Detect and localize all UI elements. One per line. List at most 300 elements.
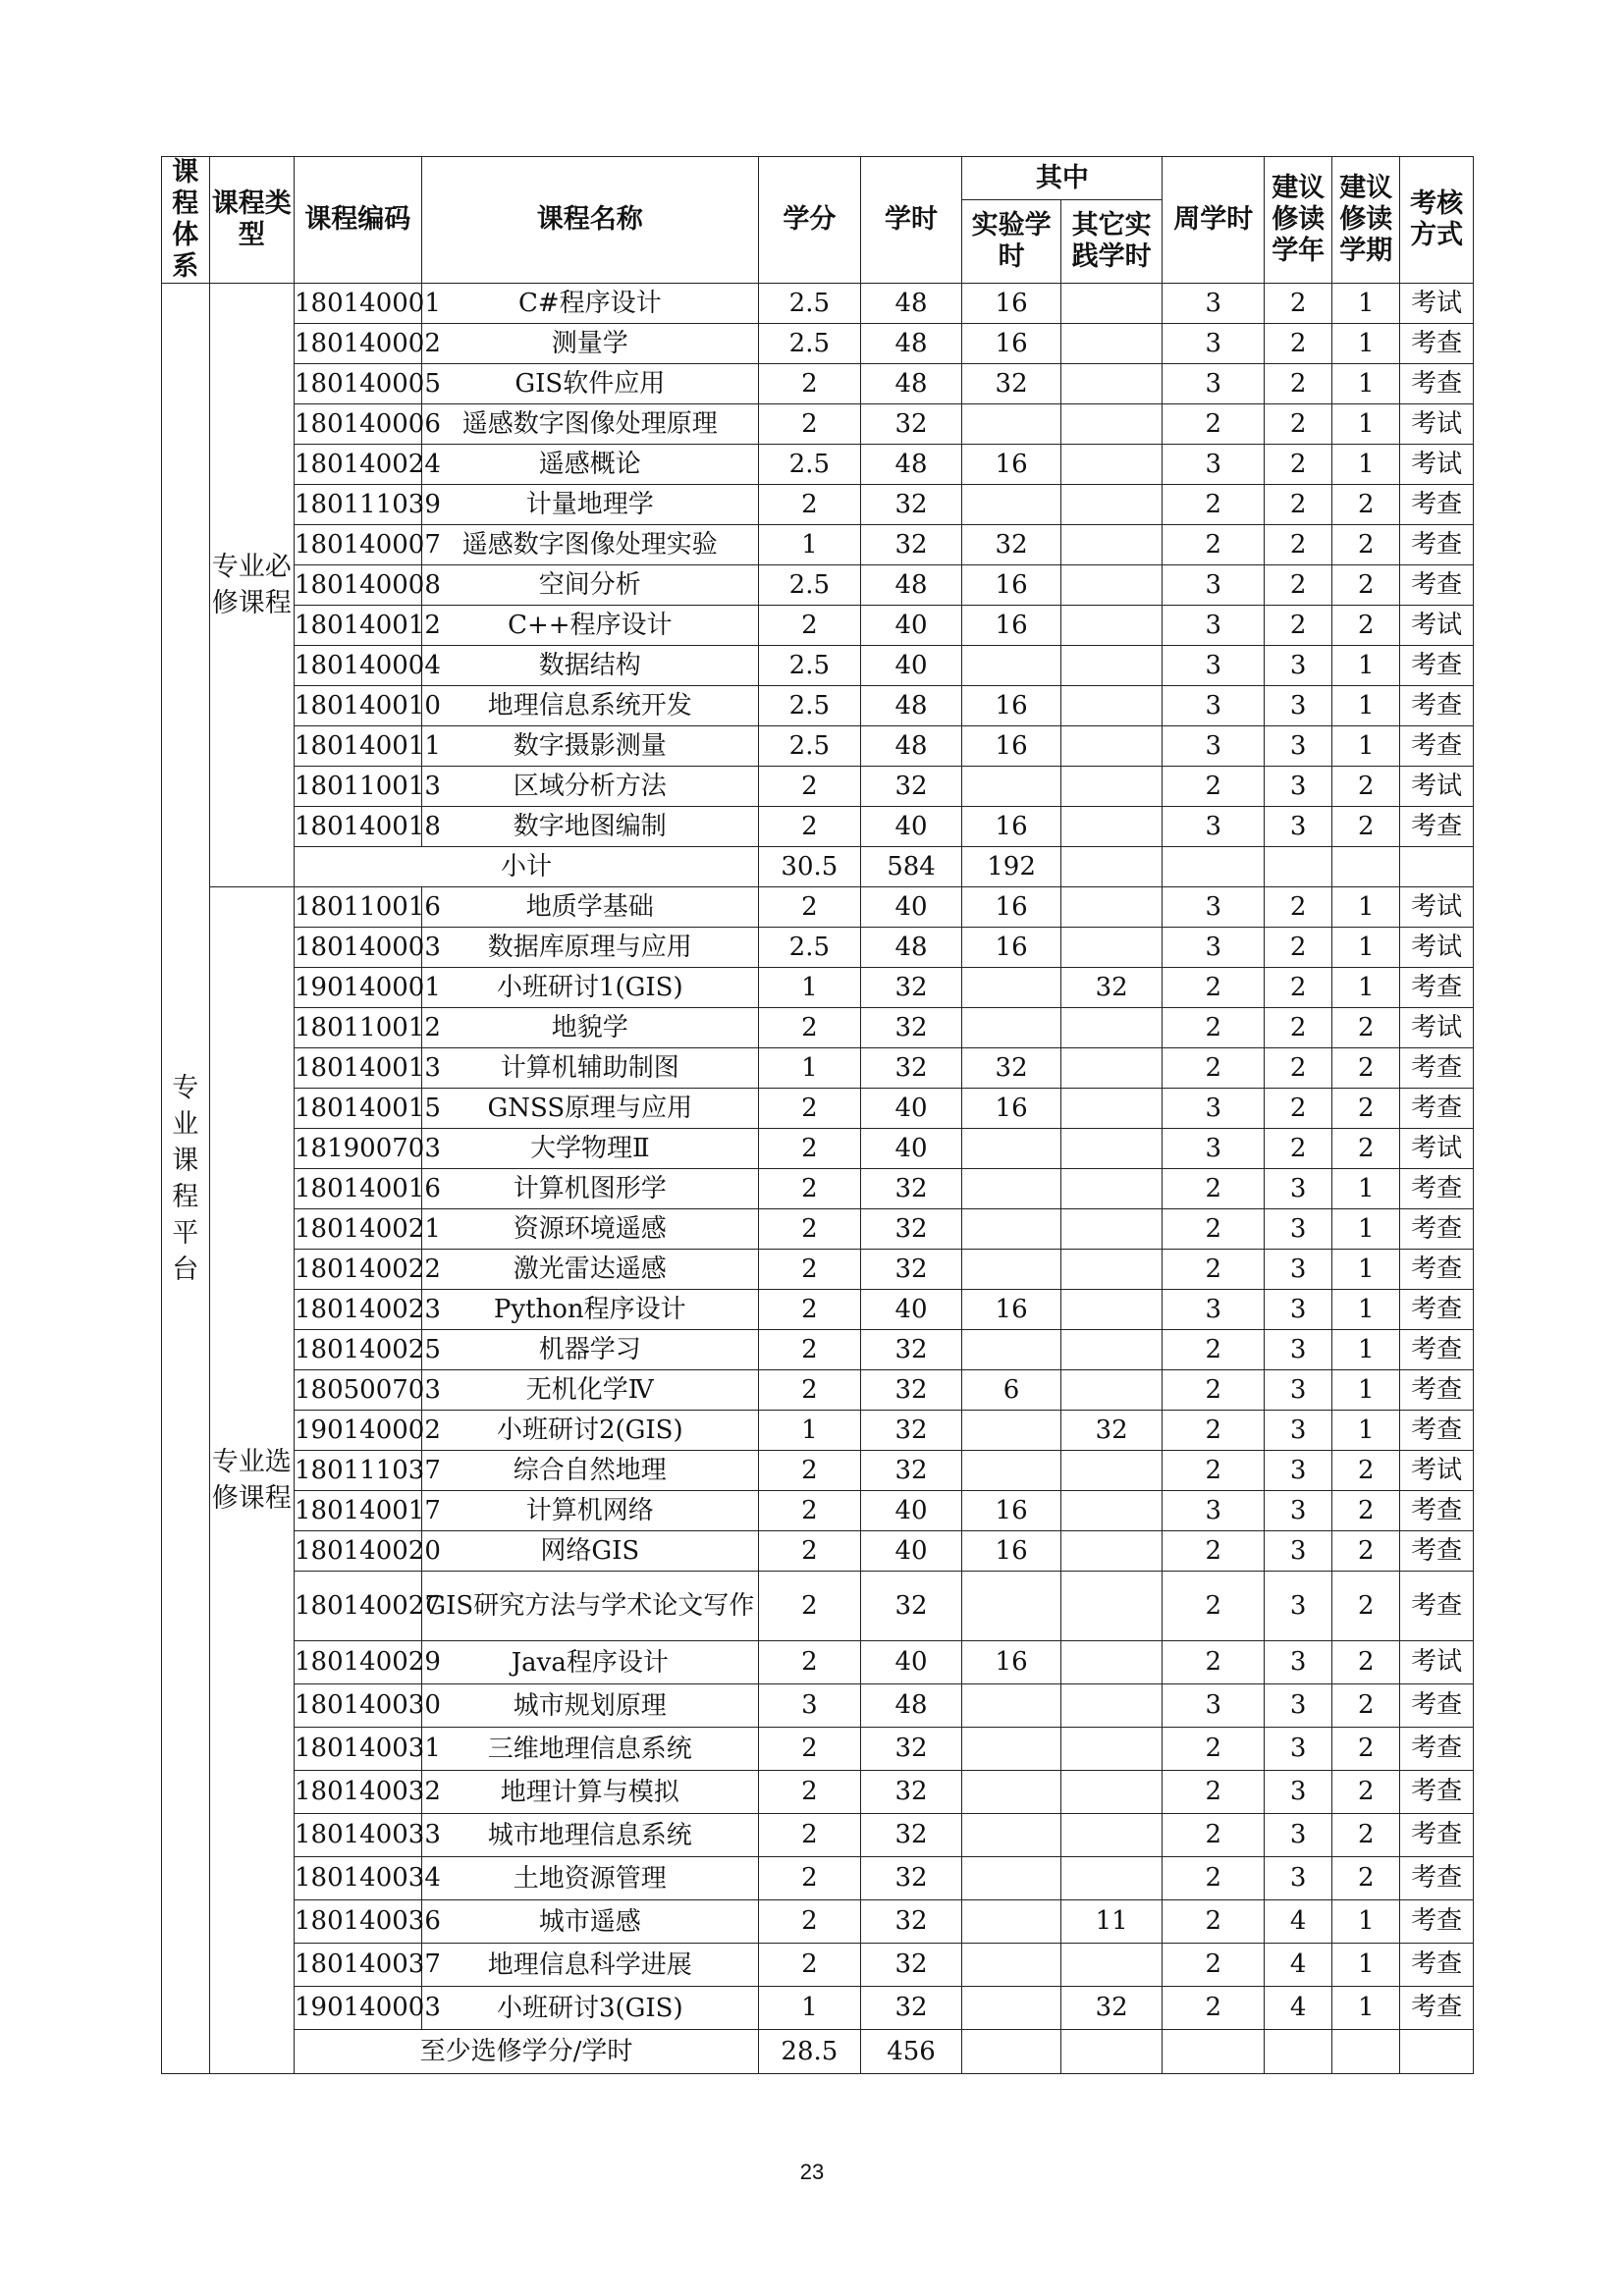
header-weekly: 周学时 <box>1163 157 1265 284</box>
cell-other <box>1060 646 1163 686</box>
cell-year: 3 <box>1265 1814 1332 1857</box>
cell-weekly: 2 <box>1163 1771 1265 1814</box>
cell-weekly: 2 <box>1163 525 1265 565</box>
curriculum-table <box>161 156 1474 2074</box>
cell-weekly: 2 <box>1163 1370 1265 1411</box>
cell-exam: 考试 <box>1400 1451 1474 1491</box>
cell-year: 2 <box>1265 364 1332 404</box>
cell-lab: 16 <box>962 1491 1060 1531</box>
table-row <box>162 485 1474 525</box>
cell-exam: 考查 <box>1400 1987 1474 2030</box>
cell-other <box>1060 1129 1163 1169</box>
cell-name: 地质学基础 <box>421 887 758 928</box>
cell-lab: 16 <box>962 928 1060 968</box>
cell-hours: 48 <box>860 324 962 364</box>
table-row <box>162 1641 1474 1684</box>
cell-hours: 40 <box>860 1491 962 1531</box>
cell-lab: 32 <box>962 364 1060 404</box>
empty-cell <box>962 2030 1060 2074</box>
cell-name: 小班研讨1(GIS) <box>421 968 758 1008</box>
cell-hours: 32 <box>860 1944 962 1987</box>
cell-code: 190140001 <box>294 968 421 1008</box>
cell-year: 3 <box>1265 1491 1332 1531</box>
cell-other <box>1060 686 1163 726</box>
empty-cell <box>1060 2030 1163 2074</box>
cell-hours: 32 <box>860 1370 962 1411</box>
cell-lab: 16 <box>962 284 1060 324</box>
cell-name: 土地资源管理 <box>421 1857 758 1900</box>
cell-name: 计量地理学 <box>421 485 758 525</box>
cell-lab <box>962 1169 1060 1209</box>
cell-credits: 1 <box>759 1048 861 1089</box>
minimum-elective-label: 至少选修学分/学时 <box>294 2030 758 2074</box>
cell-credits: 1 <box>759 968 861 1008</box>
cell-term: 2 <box>1332 1857 1400 1900</box>
cell-lab: 16 <box>962 1290 1060 1330</box>
cell-hours: 32 <box>860 1250 962 1290</box>
cell-credits: 2 <box>759 1641 861 1684</box>
cell-name: 大学物理Ⅱ <box>421 1129 758 1169</box>
cell-weekly: 3 <box>1163 928 1265 968</box>
cell-code: 180140029 <box>294 1641 421 1684</box>
cell-year: 2 <box>1265 525 1332 565</box>
cell-weekly: 2 <box>1163 1900 1265 1944</box>
cell-other <box>1060 1684 1163 1728</box>
cell-weekly: 2 <box>1163 1987 1265 2030</box>
table-row <box>162 887 1474 928</box>
cell-other: 32 <box>1060 968 1163 1008</box>
cell-lab <box>962 1900 1060 1944</box>
cell-year: 3 <box>1265 1290 1332 1330</box>
cell-year: 2 <box>1265 1008 1332 1048</box>
cell-other <box>1060 887 1163 928</box>
table-row <box>162 324 1474 364</box>
cell-exam: 考查 <box>1400 324 1474 364</box>
table-row <box>162 606 1474 646</box>
cell-code: 180140006 <box>294 404 421 445</box>
cell-other <box>1060 1370 1163 1411</box>
cell-code: 180140012 <box>294 606 421 646</box>
cell-weekly: 2 <box>1163 1451 1265 1491</box>
cell-lab <box>962 646 1060 686</box>
cell-lab: 16 <box>962 1531 1060 1572</box>
cell-term: 1 <box>1332 1944 1400 1987</box>
cell-name: 地理计算与模拟 <box>421 1771 758 1814</box>
cell-name: 数据库原理与应用 <box>421 928 758 968</box>
header-other: 其它实践学时 <box>1060 200 1163 284</box>
cell-exam: 考查 <box>1400 1169 1474 1209</box>
cell-exam: 考查 <box>1400 1684 1474 1728</box>
cell-lab: 16 <box>962 606 1060 646</box>
cell-code: 180140001 <box>294 284 421 324</box>
cell-code: 180111039 <box>294 485 421 525</box>
cell-code: 180140036 <box>294 1900 421 1944</box>
cell-lab: 16 <box>962 1641 1060 1684</box>
cell-code: 181900703 <box>294 1129 421 1169</box>
cell-year: 3 <box>1265 1728 1332 1771</box>
cell-name: GNSS原理与应用 <box>421 1089 758 1129</box>
cell-lab <box>962 767 1060 807</box>
cell-code: 180140017 <box>294 1491 421 1531</box>
cell-lab: 16 <box>962 686 1060 726</box>
cell-code: 180140022 <box>294 1250 421 1290</box>
cell-year: 3 <box>1265 807 1332 847</box>
table-row <box>162 1814 1474 1857</box>
cell-code: 180140002 <box>294 324 421 364</box>
cell-name: 空间分析 <box>421 565 758 606</box>
header-year: 建议修读学年 <box>1265 157 1332 284</box>
table-row <box>162 1048 1474 1089</box>
cell-lab: 16 <box>962 565 1060 606</box>
cell-exam: 考试 <box>1400 404 1474 445</box>
cell-lab <box>962 1728 1060 1771</box>
cell-weekly: 3 <box>1163 887 1265 928</box>
cell-code: 180110016 <box>294 887 421 928</box>
cell-term: 1 <box>1332 445 1400 485</box>
table-row <box>162 1684 1474 1728</box>
cell-year: 4 <box>1265 1900 1332 1944</box>
table-row <box>162 968 1474 1008</box>
cell-weekly: 2 <box>1163 404 1265 445</box>
cell-name: 数字地图编制 <box>421 807 758 847</box>
cell-term: 2 <box>1332 1129 1400 1169</box>
cell-year: 3 <box>1265 1684 1332 1728</box>
cell-credits: 2 <box>759 887 861 928</box>
cell-credits: 2 <box>759 1900 861 1944</box>
cell-code: 190140002 <box>294 1411 421 1451</box>
cell-hours: 40 <box>860 807 962 847</box>
cell-lab <box>962 404 1060 445</box>
cell-hours: 32 <box>860 1572 962 1641</box>
table-row <box>162 1290 1474 1330</box>
minimum-elective-credits: 28.5 <box>759 2030 861 2074</box>
empty-cell <box>1400 847 1474 887</box>
cell-name: 网络GIS <box>421 1531 758 1572</box>
cell-credits: 1 <box>759 525 861 565</box>
cell-credits: 2 <box>759 1008 861 1048</box>
cell-term: 2 <box>1332 1684 1400 1728</box>
table-row <box>162 1169 1474 1209</box>
cell-weekly: 2 <box>1163 1411 1265 1451</box>
cell-name: Python程序设计 <box>421 1290 758 1330</box>
cell-year: 2 <box>1265 324 1332 364</box>
cell-hours: 48 <box>860 686 962 726</box>
cell-weekly: 2 <box>1163 1728 1265 1771</box>
cell-name: Java程序设计 <box>421 1641 758 1684</box>
cell-code: 180140018 <box>294 807 421 847</box>
cell-lab: 16 <box>962 726 1060 767</box>
table-row <box>162 1491 1474 1531</box>
cell-exam: 考查 <box>1400 1089 1474 1129</box>
cell-hours: 48 <box>860 445 962 485</box>
cell-lab: 16 <box>962 445 1060 485</box>
cell-hours: 48 <box>860 364 962 404</box>
cell-term: 2 <box>1332 1491 1400 1531</box>
cell-hours: 32 <box>860 1771 962 1814</box>
cell-term: 1 <box>1332 887 1400 928</box>
cell-exam: 考试 <box>1400 606 1474 646</box>
cell-term: 1 <box>1332 1209 1400 1250</box>
cell-term: 2 <box>1332 485 1400 525</box>
header-exam: 考核方式 <box>1400 157 1474 284</box>
cell-other <box>1060 1209 1163 1250</box>
cell-other <box>1060 1944 1163 1987</box>
cell-year: 3 <box>1265 726 1332 767</box>
cell-exam: 考查 <box>1400 1728 1474 1771</box>
cell-term: 1 <box>1332 324 1400 364</box>
cell-year: 4 <box>1265 1944 1332 1987</box>
table-row <box>162 1771 1474 1814</box>
table-row <box>162 525 1474 565</box>
cell-weekly: 3 <box>1163 686 1265 726</box>
cell-term: 1 <box>1332 1370 1400 1411</box>
cell-year: 3 <box>1265 1531 1332 1572</box>
cell-weekly: 2 <box>1163 1330 1265 1370</box>
cell-lab: 16 <box>962 887 1060 928</box>
cell-term: 2 <box>1332 1089 1400 1129</box>
cell-exam: 考查 <box>1400 1250 1474 1290</box>
cell-code: 180140010 <box>294 686 421 726</box>
subtotal-row <box>162 847 1474 887</box>
cell-term: 1 <box>1332 686 1400 726</box>
cell-weekly: 2 <box>1163 767 1265 807</box>
cell-exam: 考试 <box>1400 284 1474 324</box>
cell-other <box>1060 565 1163 606</box>
cell-code: 180140025 <box>294 1330 421 1370</box>
cell-exam: 考查 <box>1400 1370 1474 1411</box>
cell-name: 数字摄影测量 <box>421 726 758 767</box>
cell-hours: 48 <box>860 928 962 968</box>
empty-cell <box>1332 847 1400 887</box>
cell-name: 城市规划原理 <box>421 1684 758 1728</box>
cell-exam: 考查 <box>1400 686 1474 726</box>
cell-name: 城市遥感 <box>421 1900 758 1944</box>
cell-term: 1 <box>1332 404 1400 445</box>
cell-credits: 2 <box>759 1771 861 1814</box>
header-among: 其中 <box>962 157 1163 200</box>
cell-term: 2 <box>1332 1728 1400 1771</box>
cell-term: 2 <box>1332 606 1400 646</box>
cell-other <box>1060 1641 1163 1684</box>
header-lab: 实验学时 <box>962 200 1060 284</box>
cell-other <box>1060 1048 1163 1089</box>
cell-year: 2 <box>1265 404 1332 445</box>
cell-exam: 考试 <box>1400 887 1474 928</box>
cell-hours: 32 <box>860 767 962 807</box>
cell-term: 2 <box>1332 1008 1400 1048</box>
cell-credits: 2.5 <box>759 928 861 968</box>
cell-exam: 考试 <box>1400 445 1474 485</box>
cell-hours: 32 <box>860 1411 962 1451</box>
cell-weekly: 3 <box>1163 565 1265 606</box>
cell-lab <box>962 1771 1060 1814</box>
cell-name: 综合自然地理 <box>421 1451 758 1491</box>
cell-hours: 48 <box>860 1684 962 1728</box>
cell-name: 无机化学Ⅳ <box>421 1370 758 1411</box>
cell-credits: 2.5 <box>759 445 861 485</box>
table-row <box>162 1008 1474 1048</box>
cell-other <box>1060 606 1163 646</box>
cell-credits: 2 <box>759 1944 861 1987</box>
cell-other <box>1060 1008 1163 1048</box>
cell-lab <box>962 1944 1060 1987</box>
cell-name: 小班研讨2(GIS) <box>421 1411 758 1451</box>
table-row <box>162 1944 1474 1987</box>
cell-weekly: 2 <box>1163 1531 1265 1572</box>
cell-lab <box>962 1684 1060 1728</box>
cell-exam: 考查 <box>1400 1857 1474 1900</box>
cell-exam: 考试 <box>1400 928 1474 968</box>
cell-exam: 考查 <box>1400 364 1474 404</box>
cell-credits: 2 <box>759 1728 861 1771</box>
table-row <box>162 1531 1474 1572</box>
cell-hours: 32 <box>860 1008 962 1048</box>
cell-other <box>1060 928 1163 968</box>
table-row <box>162 1987 1474 2030</box>
cell-exam: 考查 <box>1400 1572 1474 1641</box>
cell-other <box>1060 525 1163 565</box>
cell-weekly: 3 <box>1163 807 1265 847</box>
cell-hours: 40 <box>860 606 962 646</box>
cell-hours: 48 <box>860 565 962 606</box>
cell-name: 遥感数字图像处理原理 <box>421 404 758 445</box>
cell-exam: 考查 <box>1400 1531 1474 1572</box>
cell-exam: 考查 <box>1400 646 1474 686</box>
cell-code: 180140003 <box>294 928 421 968</box>
cell-lab <box>962 485 1060 525</box>
table-body <box>162 284 1474 2074</box>
cell-code: 180140013 <box>294 1048 421 1089</box>
cell-weekly: 2 <box>1163 1857 1265 1900</box>
cell-hours: 32 <box>860 1900 962 1944</box>
table-row <box>162 646 1474 686</box>
cell-exam: 考查 <box>1400 1944 1474 1987</box>
cell-lab: 16 <box>962 1089 1060 1129</box>
cell-exam: 考查 <box>1400 1814 1474 1857</box>
cell-code: 180140004 <box>294 646 421 686</box>
cell-term: 2 <box>1332 1641 1400 1684</box>
header-type: 课程类型 <box>209 157 294 284</box>
cell-weekly: 2 <box>1163 1048 1265 1089</box>
cell-year: 3 <box>1265 1411 1332 1451</box>
cell-year: 3 <box>1265 1250 1332 1290</box>
cell-lab <box>962 1987 1060 2030</box>
cell-exam: 考试 <box>1400 1641 1474 1684</box>
cell-credits: 2.5 <box>759 284 861 324</box>
cell-hours: 32 <box>860 1048 962 1089</box>
table-row <box>162 726 1474 767</box>
table-row <box>162 1330 1474 1370</box>
cell-credits: 2.5 <box>759 565 861 606</box>
cell-other <box>1060 807 1163 847</box>
cell-other <box>1060 1728 1163 1771</box>
cell-term: 2 <box>1332 767 1400 807</box>
cell-lab <box>962 1814 1060 1857</box>
cell-credits: 1 <box>759 1411 861 1451</box>
cell-name: 城市地理信息系统 <box>421 1814 758 1857</box>
cell-lab <box>962 968 1060 1008</box>
cell-exam: 考试 <box>1400 1129 1474 1169</box>
table-row <box>162 1857 1474 1900</box>
cell-exam: 考试 <box>1400 767 1474 807</box>
cell-code: 180140027 <box>294 1572 421 1641</box>
cell-exam: 考查 <box>1400 565 1474 606</box>
cell-exam: 考查 <box>1400 485 1474 525</box>
cell-weekly: 3 <box>1163 1129 1265 1169</box>
cell-hours: 40 <box>860 1531 962 1572</box>
cell-other <box>1060 1250 1163 1290</box>
header-term: 建议修读学期 <box>1332 157 1400 284</box>
cell-exam: 考查 <box>1400 1771 1474 1814</box>
cell-exam: 考查 <box>1400 1411 1474 1451</box>
cell-term: 2 <box>1332 1572 1400 1641</box>
cell-name: 遥感概论 <box>421 445 758 485</box>
table-row <box>162 1900 1474 1944</box>
cell-credits: 2 <box>759 1209 861 1250</box>
cell-year: 3 <box>1265 1209 1332 1250</box>
elective-type-label: 专业选修课程 <box>209 887 294 2074</box>
cell-name: 计算机图形学 <box>421 1169 758 1209</box>
cell-lab <box>962 1330 1060 1370</box>
cell-credits: 2.5 <box>759 686 861 726</box>
table-row <box>162 767 1474 807</box>
cell-lab: 32 <box>962 1048 1060 1089</box>
subtotal-lab: 192 <box>962 847 1060 887</box>
cell-other: 11 <box>1060 1900 1163 1944</box>
cell-exam: 考查 <box>1400 1900 1474 1944</box>
cell-weekly: 2 <box>1163 968 1265 1008</box>
cell-term: 2 <box>1332 1771 1400 1814</box>
cell-weekly: 2 <box>1163 1641 1265 1684</box>
cell-credits: 2 <box>759 1572 861 1641</box>
cell-year: 4 <box>1265 1987 1332 2030</box>
cell-term: 1 <box>1332 1169 1400 1209</box>
table-row <box>162 1129 1474 1169</box>
cell-credits: 2 <box>759 1370 861 1411</box>
cell-hours: 32 <box>860 1451 962 1491</box>
cell-year: 2 <box>1265 485 1332 525</box>
cell-hours: 40 <box>860 646 962 686</box>
cell-other <box>1060 485 1163 525</box>
cell-term: 2 <box>1332 807 1400 847</box>
cell-other <box>1060 1814 1163 1857</box>
cell-credits: 2.5 <box>759 324 861 364</box>
platform-label: 专业课程平台 <box>162 284 210 2074</box>
subtotal-hours: 584 <box>860 847 962 887</box>
cell-code: 180140024 <box>294 445 421 485</box>
cell-lab <box>962 1209 1060 1250</box>
cell-year: 2 <box>1265 1129 1332 1169</box>
cell-credits: 2 <box>759 1857 861 1900</box>
cell-name: 测量学 <box>421 324 758 364</box>
cell-credits: 2 <box>759 1169 861 1209</box>
cell-code: 180140020 <box>294 1531 421 1572</box>
cell-name: 数据结构 <box>421 646 758 686</box>
cell-credits: 2.5 <box>759 726 861 767</box>
cell-credits: 1 <box>759 1987 861 2030</box>
cell-exam: 考查 <box>1400 1290 1474 1330</box>
cell-year: 2 <box>1265 284 1332 324</box>
cell-hours: 32 <box>860 404 962 445</box>
cell-name: 地理信息科学进展 <box>421 1944 758 1987</box>
table-row <box>162 284 1474 324</box>
cell-weekly: 3 <box>1163 606 1265 646</box>
cell-credits: 2 <box>759 1531 861 1572</box>
empty-cell <box>1400 2030 1474 2074</box>
cell-name: 激光雷达遥感 <box>421 1250 758 1290</box>
page-number: 23 <box>799 2160 825 2184</box>
cell-hours: 32 <box>860 1330 962 1370</box>
